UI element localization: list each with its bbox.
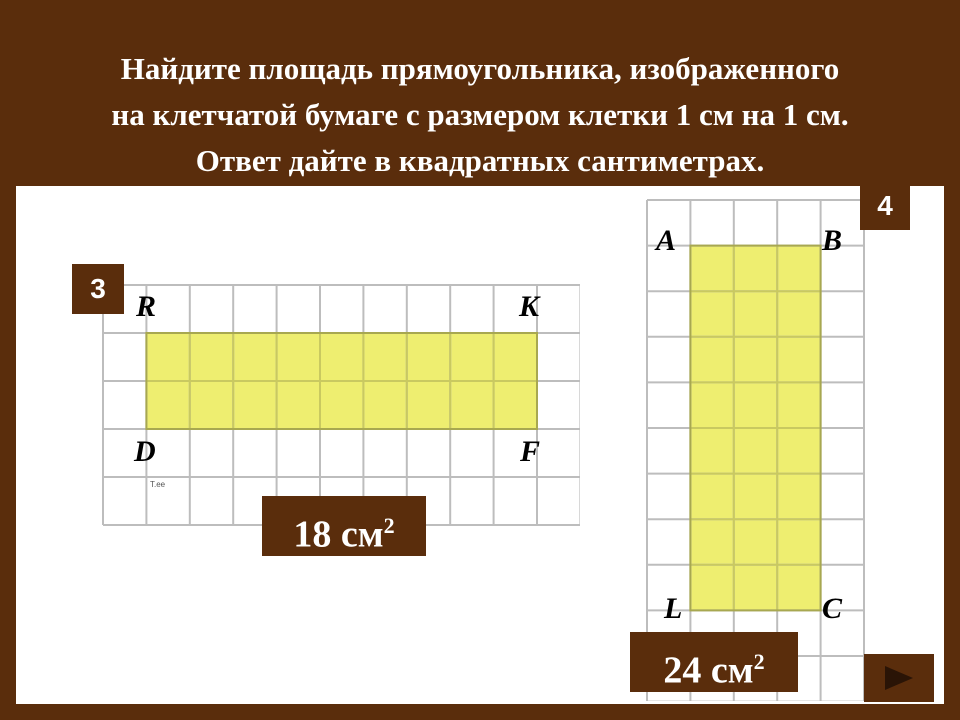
grid-problem-4-svg [644,197,866,701]
task-title [16,46,944,184]
vertex-r-label: R [136,290,157,323]
title-line-2: на клетчатой бумаге с размером клетки 1 см на 1 см. [111,97,849,132]
vertex-f-label: F [520,435,541,468]
vertex-c-label: C [822,592,843,625]
vertex-k-label: K [519,290,540,323]
answer-4-value: 24 см [663,649,754,692]
next-slide-button[interactable] [864,654,934,702]
title-line-3: Ответ дайте в квадратных сантиметрах. [195,143,765,178]
vertex-a-label: A [656,224,677,257]
grid-problem-4 [644,197,866,701]
vertex-l-label: L [664,592,683,625]
problem-3-badge: 3 [72,264,124,314]
vertex-b-label: B [822,224,843,257]
problem-3-answer [262,496,426,556]
play-triangle-icon [885,666,913,690]
header-bar [16,16,944,186]
vertex-d-label: D [134,435,156,468]
small-caption: Т.ее [150,480,166,489]
title-line-1: Найдите площадь прямоугольника, изображенного [120,51,840,86]
answer-3-value: 18 см [293,513,384,556]
answer-4-exponent: 2 [753,649,765,674]
problem-4-badge: 4 [860,182,910,230]
problem-4-answer [630,632,798,692]
answer-3-exponent: 2 [383,513,395,538]
